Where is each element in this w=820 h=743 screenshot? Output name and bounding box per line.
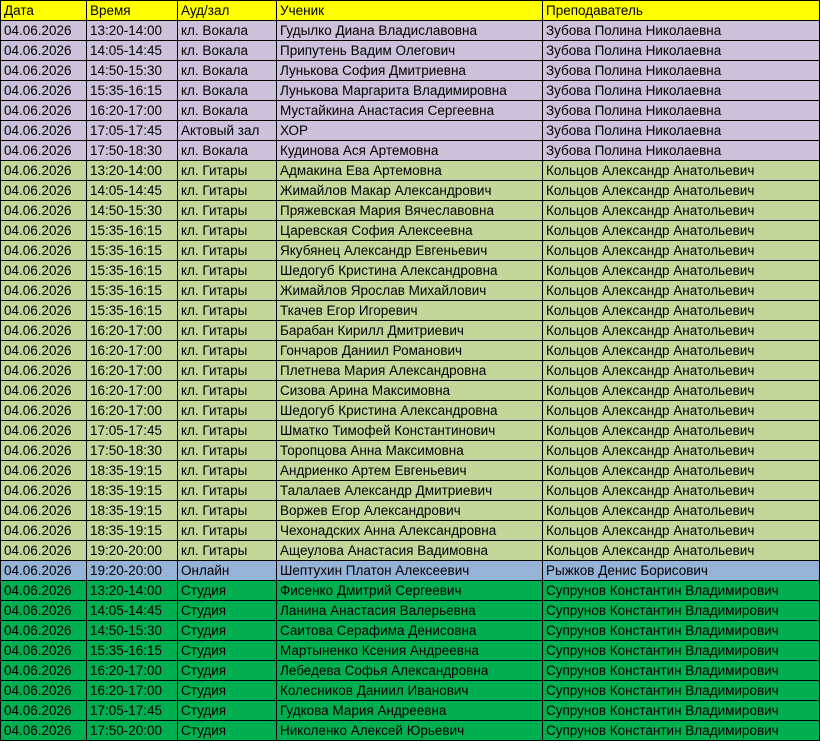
table-row <box>1 641 820 661</box>
cell-date[interactable]: 04.06.2026 <box>1 221 87 241</box>
cell-teacher[interactable]: Супрунов Константин Владимирович <box>543 641 820 661</box>
cell-time[interactable]: 16:20-17:00 <box>87 321 178 341</box>
cell-time[interactable]: 17:50-20:00 <box>87 721 178 741</box>
cell-date[interactable]: 04.06.2026 <box>1 481 87 501</box>
cell-date[interactable]: 04.06.2026 <box>1 21 87 41</box>
cell-teacher[interactable]: Кольцов Александр Анатольевич <box>543 361 820 381</box>
cell-time[interactable]: 16:20-17:00 <box>87 661 178 681</box>
schedule-body <box>1 21 820 741</box>
table-row <box>1 181 820 201</box>
cell-time[interactable]: 14:05-14:45 <box>87 41 178 61</box>
cell-date[interactable]: 04.06.2026 <box>1 561 87 581</box>
cell-room[interactable]: Студия <box>178 621 277 641</box>
table-row <box>1 141 820 161</box>
cell-date[interactable]: 04.06.2026 <box>1 421 87 441</box>
cell-teacher[interactable]: Кольцов Александр Анатольевич <box>543 461 820 481</box>
table-row <box>1 101 820 121</box>
cell-teacher[interactable]: Кольцов Александр Анатольевич <box>543 321 820 341</box>
cell-date[interactable]: 04.06.2026 <box>1 161 87 181</box>
cell-room[interactable]: кл. Гитары <box>178 441 277 461</box>
table-row <box>1 201 820 221</box>
cell-student[interactable]: Чехонадских Анна Александровна <box>277 521 543 541</box>
table-row <box>1 481 820 501</box>
cell-time[interactable]: 13:20-14:00 <box>87 161 178 181</box>
table-row <box>1 721 820 741</box>
cell-time[interactable]: 18:35-19:15 <box>87 461 178 481</box>
cell-time[interactable]: 18:35-19:15 <box>87 501 178 521</box>
cell-student[interactable]: Торопцова Анна Максимовна <box>277 441 543 461</box>
cell-room[interactable]: кл. Гитары <box>178 241 277 261</box>
cell-student[interactable]: Жимайлов Ярослав Михайлович <box>277 281 543 301</box>
cell-student[interactable]: Якубянец Александр Евгеньевич <box>277 241 543 261</box>
cell-student[interactable]: Шедогуб Кристина Александровна <box>277 401 543 421</box>
cell-teacher[interactable]: Супрунов Константин Владимирович <box>543 681 820 701</box>
cell-room[interactable]: кл. Гитары <box>178 361 277 381</box>
cell-date[interactable]: 04.06.2026 <box>1 541 87 561</box>
cell-room[interactable]: кл. Гитары <box>178 461 277 481</box>
cell-date[interactable]: 04.06.2026 <box>1 301 87 321</box>
cell-date[interactable]: 04.06.2026 <box>1 461 87 481</box>
cell-teacher[interactable]: Супрунов Константин Владимирович <box>543 621 820 641</box>
cell-teacher[interactable]: Супрунов Константин Владимирович <box>543 601 820 621</box>
cell-teacher[interactable]: Супрунов Константин Владимирович <box>543 581 820 601</box>
cell-time[interactable]: 15:35-16:15 <box>87 241 178 261</box>
table-row <box>1 501 820 521</box>
cell-room[interactable]: кл. Гитары <box>178 401 277 421</box>
cell-teacher[interactable]: Кольцов Александр Анатольевич <box>543 401 820 421</box>
cell-date[interactable]: 04.06.2026 <box>1 701 87 721</box>
table-row <box>1 601 820 621</box>
table-row <box>1 161 820 181</box>
table-row <box>1 241 820 261</box>
table-row <box>1 301 820 321</box>
cell-room[interactable]: кл. Гитары <box>178 521 277 541</box>
cell-time[interactable]: 17:50-18:30 <box>87 141 178 161</box>
table-row <box>1 681 820 701</box>
cell-room[interactable]: кл. Вокала <box>178 101 277 121</box>
table-row <box>1 561 820 581</box>
cell-date[interactable]: 04.06.2026 <box>1 201 87 221</box>
cell-time[interactable]: 15:35-16:15 <box>87 81 178 101</box>
cell-room[interactable]: кл. Вокала <box>178 81 277 101</box>
cell-student[interactable]: Лунькова София Дмитриевна <box>277 61 543 81</box>
cell-room[interactable]: кл. Гитары <box>178 281 277 301</box>
cell-time[interactable]: 16:20-17:00 <box>87 681 178 701</box>
cell-date[interactable]: 04.06.2026 <box>1 361 87 381</box>
table-row <box>1 61 820 81</box>
cell-student[interactable]: Гудкова Мария Андреевна <box>277 701 543 721</box>
cell-date[interactable]: 04.06.2026 <box>1 661 87 681</box>
cell-room[interactable]: Онлайн <box>178 561 277 581</box>
table-row <box>1 81 820 101</box>
cell-teacher[interactable]: Кольцов Александр Анатольевич <box>543 541 820 561</box>
cell-student[interactable]: Жимайлов Макар Александрович <box>277 181 543 201</box>
cell-teacher[interactable]: Кольцов Александр Анатольевич <box>543 421 820 441</box>
cell-teacher[interactable]: Кольцов Александр Анатольевич <box>543 181 820 201</box>
cell-room[interactable]: кл. Гитары <box>178 541 277 561</box>
cell-time[interactable]: 19:20-20:00 <box>87 561 178 581</box>
cell-room[interactable]: Студия <box>178 661 277 681</box>
cell-time[interactable]: 14:05-14:45 <box>87 181 178 201</box>
table-row <box>1 221 820 241</box>
cell-teacher[interactable]: Кольцов Александр Анатольевич <box>543 501 820 521</box>
cell-date[interactable]: 04.06.2026 <box>1 621 87 641</box>
cell-student[interactable]: ХОР <box>277 121 543 141</box>
cell-room[interactable]: кл. Вокала <box>178 21 277 41</box>
cell-time[interactable]: 14:50-15:30 <box>87 621 178 641</box>
cell-student[interactable]: Талалаев Александр Дмитриевич <box>277 481 543 501</box>
cell-room[interactable]: кл. Гитары <box>178 321 277 341</box>
cell-room[interactable]: Студия <box>178 601 277 621</box>
table-row <box>1 321 820 341</box>
header-student[interactable]: Ученик <box>277 1 543 21</box>
cell-time[interactable]: 16:20-17:00 <box>87 381 178 401</box>
cell-teacher[interactable]: Зубова Полина Николаевна <box>543 101 820 121</box>
cell-room[interactable]: кл. Вокала <box>178 41 277 61</box>
cell-date[interactable]: 04.06.2026 <box>1 401 87 421</box>
cell-room[interactable]: кл. Вокала <box>178 141 277 161</box>
cell-time[interactable]: 16:20-17:00 <box>87 101 178 121</box>
cell-teacher[interactable]: Кольцов Александр Анатольевич <box>543 221 820 241</box>
cell-date[interactable]: 04.06.2026 <box>1 521 87 541</box>
cell-date[interactable]: 04.06.2026 <box>1 321 87 341</box>
cell-date[interactable]: 04.06.2026 <box>1 181 87 201</box>
table-row <box>1 541 820 561</box>
cell-student[interactable]: Ащеулова Анастасия Вадимовна <box>277 541 543 561</box>
cell-date[interactable]: 04.06.2026 <box>1 101 87 121</box>
cell-student[interactable]: Шедогуб Кристина Александровна <box>277 261 543 281</box>
cell-time[interactable]: 15:35-16:15 <box>87 261 178 281</box>
cell-student[interactable]: Барабан Кирилл Дмитриевич <box>277 321 543 341</box>
cell-student[interactable]: Саитова Серафима Денисовна <box>277 621 543 641</box>
cell-student[interactable]: Пряжевская Мария Вячеславовна <box>277 201 543 221</box>
cell-time[interactable]: 13:20-14:00 <box>87 21 178 41</box>
cell-room[interactable]: кл. Гитары <box>178 481 277 501</box>
cell-time[interactable]: 17:05-17:45 <box>87 701 178 721</box>
table-row <box>1 381 820 401</box>
cell-date[interactable]: 04.06.2026 <box>1 41 87 61</box>
cell-student[interactable]: Воржев Егор Александрович <box>277 501 543 521</box>
cell-teacher[interactable]: Зубова Полина Николаевна <box>543 81 820 101</box>
cell-teacher[interactable]: Кольцов Александр Анатольевич <box>543 261 820 281</box>
cell-teacher[interactable]: Зубова Полина Николаевна <box>543 61 820 81</box>
cell-date[interactable]: 04.06.2026 <box>1 121 87 141</box>
cell-teacher[interactable]: Кольцов Александр Анатольевич <box>543 341 820 361</box>
table-row <box>1 461 820 481</box>
cell-teacher[interactable]: Зубова Полина Николаевна <box>543 41 820 61</box>
header-teacher[interactable]: Преподаватель <box>543 1 820 21</box>
cell-time[interactable]: 14:05-14:45 <box>87 601 178 621</box>
cell-student[interactable]: Лебедева Софья Александровна <box>277 661 543 681</box>
cell-time[interactable]: 15:35-16:15 <box>87 221 178 241</box>
cell-teacher[interactable]: Кольцов Александр Анатольевич <box>543 481 820 501</box>
cell-room[interactable]: кл. Гитары <box>178 261 277 281</box>
cell-time[interactable]: 15:35-16:15 <box>87 301 178 321</box>
cell-date[interactable]: 04.06.2026 <box>1 441 87 461</box>
cell-room[interactable]: кл. Гитары <box>178 381 277 401</box>
cell-student[interactable]: Царевская София Алексеевна <box>277 221 543 241</box>
cell-room[interactable]: кл. Гитары <box>178 341 277 361</box>
cell-student[interactable]: Гончаров Даниил Романович <box>277 341 543 361</box>
cell-date[interactable]: 04.06.2026 <box>1 261 87 281</box>
cell-student[interactable]: Мустайкина Анастасия Сергеевна <box>277 101 543 121</box>
cell-student[interactable]: Шматко Тимофей Константинович <box>277 421 543 441</box>
cell-time[interactable]: 13:20-14:00 <box>87 581 178 601</box>
table-row <box>1 701 820 721</box>
cell-room[interactable]: кл. Гитары <box>178 201 277 221</box>
cell-room[interactable]: кл. Гитары <box>178 501 277 521</box>
cell-teacher[interactable]: Супрунов Константин Владимирович <box>543 721 820 741</box>
cell-time[interactable]: 15:35-16:15 <box>87 281 178 301</box>
cell-student[interactable]: Николенко Алексей Юрьевич <box>277 721 543 741</box>
table-row <box>1 41 820 61</box>
cell-room[interactable]: Актовый зал <box>178 121 277 141</box>
cell-teacher[interactable]: Зубова Полина Николаевна <box>543 21 820 41</box>
table-row <box>1 661 820 681</box>
cell-time[interactable]: 19:20-20:00 <box>87 541 178 561</box>
cell-date[interactable]: 04.06.2026 <box>1 381 87 401</box>
cell-room[interactable]: кл. Вокала <box>178 61 277 81</box>
table-row <box>1 621 820 641</box>
cell-student[interactable]: Плетнева Мария Александровна <box>277 361 543 381</box>
cell-teacher[interactable]: Супрунов Константин Владимирович <box>543 661 820 681</box>
cell-time[interactable]: 14:50-15:30 <box>87 61 178 81</box>
cell-date[interactable]: 04.06.2026 <box>1 721 87 741</box>
header-row <box>1 1 820 21</box>
cell-date[interactable]: 04.06.2026 <box>1 141 87 161</box>
cell-teacher[interactable]: Зубова Полина Николаевна <box>543 121 820 141</box>
cell-date[interactable]: 04.06.2026 <box>1 61 87 81</box>
cell-time[interactable]: 16:20-17:00 <box>87 361 178 381</box>
cell-student[interactable]: Адмакина Ева Артемовна <box>277 161 543 181</box>
table-row <box>1 401 820 421</box>
cell-room[interactable]: Студия <box>178 641 277 661</box>
cell-student[interactable]: Андриенко Артем Евгеньевич <box>277 461 543 481</box>
table-row <box>1 121 820 141</box>
cell-room[interactable]: Студия <box>178 701 277 721</box>
cell-date[interactable]: 04.06.2026 <box>1 581 87 601</box>
cell-teacher[interactable]: Кольцов Александр Анатольевич <box>543 281 820 301</box>
cell-teacher[interactable]: Кольцов Александр Анатольевич <box>543 381 820 401</box>
table-row <box>1 361 820 381</box>
cell-teacher[interactable]: Рыжков Денис Борисович <box>543 561 820 581</box>
cell-teacher[interactable]: Кольцов Александр Анатольевич <box>543 161 820 181</box>
cell-date[interactable]: 04.06.2026 <box>1 501 87 521</box>
cell-teacher[interactable]: Кольцов Александр Анатольевич <box>543 301 820 321</box>
cell-room[interactable]: кл. Гитары <box>178 301 277 321</box>
cell-student[interactable]: Лунькова Маргарита Владимировна <box>277 81 543 101</box>
cell-teacher[interactable]: Кольцов Александр Анатольевич <box>543 521 820 541</box>
cell-room[interactable]: кл. Гитары <box>178 421 277 441</box>
cell-teacher[interactable]: Кольцов Александр Анатольевич <box>543 201 820 221</box>
header-room[interactable]: Ауд/зал <box>178 1 277 21</box>
cell-room[interactable]: Студия <box>178 721 277 741</box>
cell-date[interactable]: 04.06.2026 <box>1 681 87 701</box>
cell-date[interactable]: 04.06.2026 <box>1 81 87 101</box>
table-row <box>1 281 820 301</box>
table-row <box>1 341 820 361</box>
cell-student[interactable]: Ланина Анастасия Валерьевна <box>277 601 543 621</box>
cell-student[interactable]: Фисенко Дмитрий Сергеевич <box>277 581 543 601</box>
cell-time[interactable]: 16:20-17:00 <box>87 341 178 361</box>
cell-time[interactable]: 17:05-17:45 <box>87 421 178 441</box>
cell-student[interactable]: Сизова Арина Максимовна <box>277 381 543 401</box>
table-row <box>1 521 820 541</box>
cell-time[interactable]: 15:35-16:15 <box>87 641 178 661</box>
cell-date[interactable]: 04.06.2026 <box>1 281 87 301</box>
cell-student[interactable]: Шептухин Платон Алексеевич <box>277 561 543 581</box>
cell-room[interactable]: Студия <box>178 581 277 601</box>
table-row <box>1 441 820 461</box>
cell-room[interactable]: кл. Гитары <box>178 161 277 181</box>
cell-date[interactable]: 04.06.2026 <box>1 241 87 261</box>
cell-room[interactable]: Студия <box>178 681 277 701</box>
table-row <box>1 261 820 281</box>
cell-time[interactable]: 18:35-19:15 <box>87 481 178 501</box>
table-row <box>1 581 820 601</box>
cell-teacher[interactable]: Кольцов Александр Анатольевич <box>543 241 820 261</box>
cell-student[interactable]: Колесников Даниил Иванович <box>277 681 543 701</box>
cell-time[interactable]: 17:50-18:30 <box>87 441 178 461</box>
cell-student[interactable]: Мартыненко Ксения Андреевна <box>277 641 543 661</box>
cell-student[interactable]: Припутень Вадим Олегович <box>277 41 543 61</box>
cell-date[interactable]: 04.06.2026 <box>1 341 87 361</box>
cell-time[interactable]: 16:20-17:00 <box>87 401 178 421</box>
cell-room[interactable]: кл. Гитары <box>178 221 277 241</box>
table-row <box>1 421 820 441</box>
cell-time[interactable]: 17:05-17:45 <box>87 121 178 141</box>
header-time[interactable]: Время <box>87 1 178 21</box>
cell-room[interactable]: кл. Гитары <box>178 181 277 201</box>
cell-time[interactable]: 14:50-15:30 <box>87 201 178 221</box>
cell-teacher[interactable]: Кольцов Александр Анатольевич <box>543 441 820 461</box>
cell-teacher[interactable]: Супрунов Константин Владимирович <box>543 701 820 721</box>
table-row <box>1 21 820 41</box>
cell-time[interactable]: 18:35-19:15 <box>87 521 178 541</box>
cell-student[interactable]: Кудинова Ася Артемовна <box>277 141 543 161</box>
header-date[interactable]: Дата <box>1 1 87 21</box>
cell-student[interactable]: Ткачев Егор Игоревич <box>277 301 543 321</box>
cell-date[interactable]: 04.06.2026 <box>1 641 87 661</box>
cell-teacher[interactable]: Зубова Полина Николаевна <box>543 141 820 161</box>
cell-date[interactable]: 04.06.2026 <box>1 601 87 621</box>
cell-student[interactable]: Гудылко Диана Владиславовна <box>277 21 543 41</box>
